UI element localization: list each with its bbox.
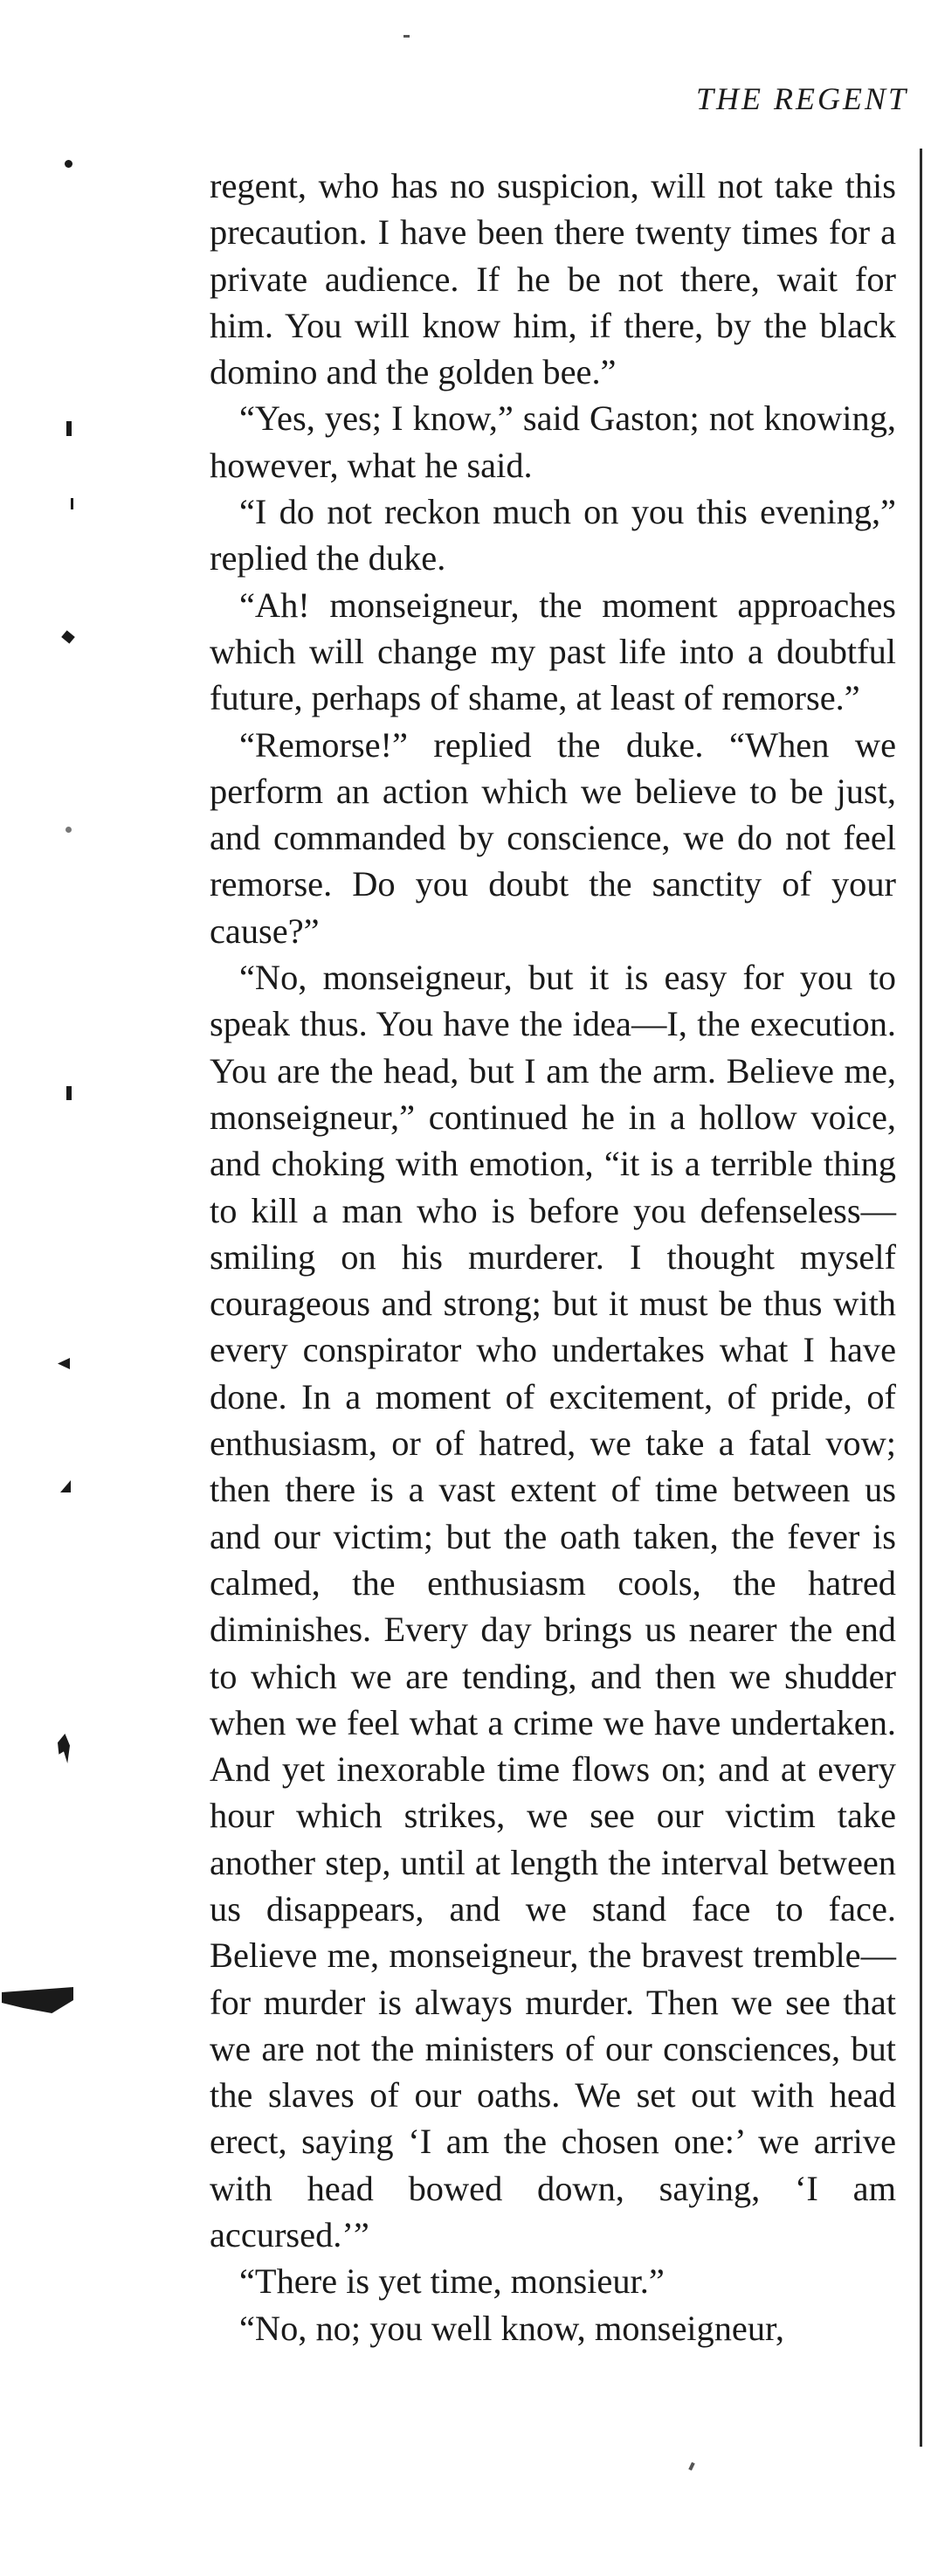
margin-speck	[66, 827, 72, 833]
margin-speck	[58, 1734, 70, 1763]
paragraph: “No, no; you well know, monseigneur,	[239, 2308, 784, 2348]
paragraph: “No, monseigneur, but it is easy for you to speak thus. You have the idea—I, the execution. You are the head, but I am the arm. Believe me, monseigneur,” continued he in a hollow voice, and choking with emotion, “it is a terrible thing to kill a man who is before you defenseless—smiling on his murderer. I thought myself courageous and strong; but it must be thus with every conspirator who undertakes what I have done. In a moment of excitement, of pride, of enthusiasm, or of hatred, we take a fatal vow; then there is a vast extent of time between us and our victim; but the oath taken, the fever is calmed, the enthusiasm cools, the hatred diminishes. Every day brings us nearer the end to which we are tending, and then we shudder when we feel what a crime we have undertaken. And yet inexorable time flows on; and at every hour which strikes, we see our victim take another step, until at length the interval between us disappears, and we stand face to face. Believe me, monseigneur, the bravest tremble—for murder is always murder. Then we see that we are not the ministers of our consciences, but the slaves of our oaths. We set out with head erect, saying ‘I am the chosen one:’ we arrive with head bowed down, saying, ‘I am accursed.’”	[210, 958, 896, 2255]
paragraph: “There is yet time, monsieur.”	[239, 2261, 665, 2302]
body-text	[210, 163, 896, 2351]
margin-speck	[2, 1987, 73, 2013]
margin-speck	[60, 1480, 71, 1492]
top-mark	[403, 35, 410, 38]
paragraph: “Remorse!” replied the duke. “When we perform an action which we believe to be just, and commanded by conscience, we do not feel remorse. Do you doubt the sanctity of your cause?”	[210, 724, 896, 951]
margin-rule	[920, 149, 922, 2447]
margin-speck	[71, 498, 73, 509]
paragraph: “Ah! monseigneur, the moment approaches which will change my past life into a doubtful future, perhaps of shame, at least of remorse.”	[210, 585, 896, 718]
margin-speck	[61, 630, 75, 643]
paragraph: “I do not reckon much on you this evening,” replied the duke.	[210, 492, 896, 578]
running-head: THE REGENT	[695, 81, 908, 116]
paragraph: “Yes, yes; I know,” said Gaston; not knowing, however, what he said.	[210, 398, 896, 485]
margin-speck	[66, 421, 72, 436]
margin-speck	[66, 1086, 72, 1100]
paragraph: regent, who has no suspicion, will not take this precaution. I have been there twenty times for a private audience. If he be not there, wait for him. You will know him, if there, by the black domino and the golden bee.”	[210, 166, 896, 392]
margin-speck	[58, 1358, 70, 1369]
margin-speck	[65, 160, 72, 168]
bottom-mark	[688, 2462, 694, 2471]
